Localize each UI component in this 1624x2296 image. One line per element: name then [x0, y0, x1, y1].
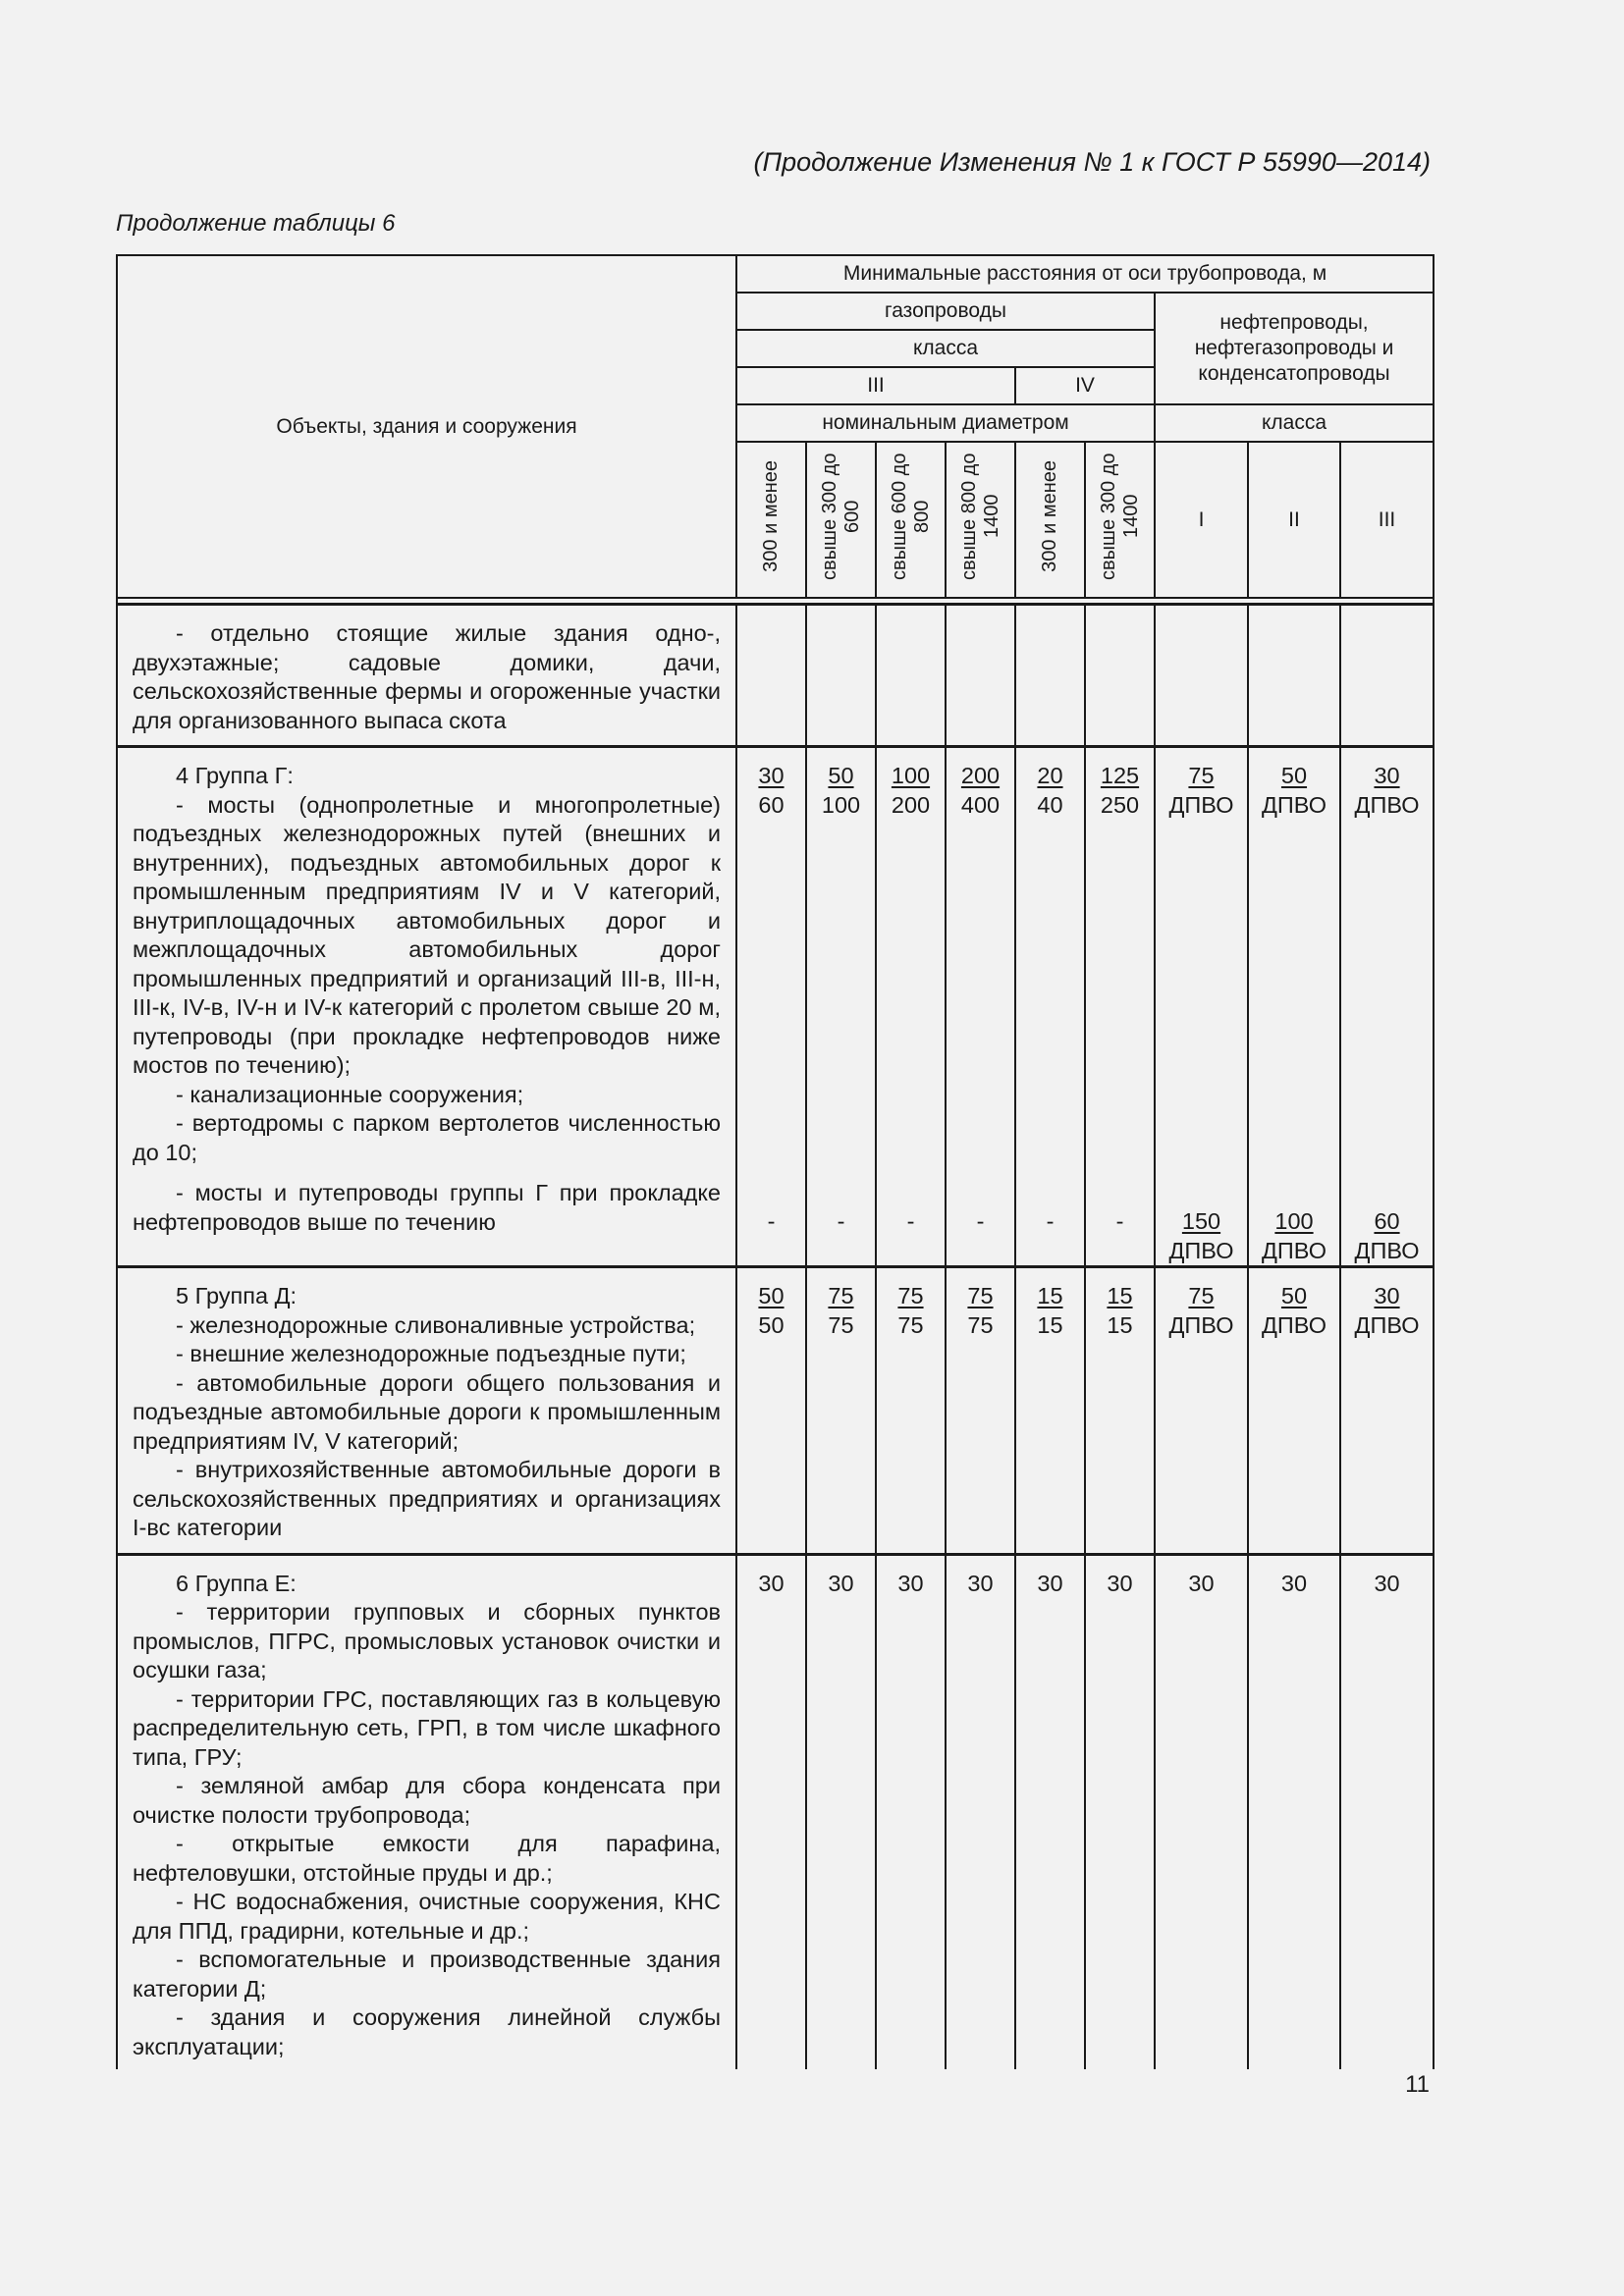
- distance-value-cell: [876, 605, 946, 747]
- distance-value-cell: [736, 1267, 806, 1555]
- distance-value-cell: [1155, 1267, 1248, 1555]
- value-numerator: 200: [960, 763, 1001, 789]
- distance-value-cell: [946, 1267, 1015, 1555]
- object-paragraph: - внутрихозяйственные автомобильные дороги в сельскохозяйственных предприятиях и организациях I-вс категории: [133, 1457, 721, 1541]
- distance-value-cell: [1015, 1554, 1085, 2069]
- value-denominator: 200: [891, 791, 931, 818]
- distance-value-cell: [876, 747, 946, 1267]
- distance-value-cell: [806, 747, 876, 1267]
- distance-value-cell: [736, 1554, 806, 2069]
- distance-value-cell: [946, 605, 1015, 747]
- value-denominator: ДПВО: [1354, 791, 1420, 818]
- value-gap: [737, 820, 805, 1207]
- value-gap: [1156, 820, 1247, 1207]
- object-paragraph: - отдельно стоящие жилые здания одно-, двухэтажные; садовые домики, дачи, сельскохозяйственные фермы и огороженные участки для организованного выпаса скота: [133, 620, 721, 733]
- diameter-column-label: свыше 300 до 600: [818, 453, 863, 580]
- page-number: 11: [1405, 2071, 1430, 2098]
- diameter-column-header: [946, 442, 1015, 598]
- distance-value-cell: [1340, 605, 1434, 747]
- value-plain: -: [1046, 1208, 1055, 1235]
- value-denominator: 75: [967, 1311, 994, 1338]
- table-row: [117, 747, 1434, 1267]
- value-plain: 30: [967, 1570, 994, 1596]
- value-denominator: ДПВО: [1262, 1311, 1326, 1338]
- distance-value-cell: [1085, 747, 1155, 1267]
- diameter-column-label: 300 и менее: [760, 460, 782, 572]
- value-denominator: 60: [758, 791, 785, 818]
- value-numerator: 75: [1188, 763, 1215, 789]
- oil-class-column-header: II: [1248, 442, 1340, 598]
- distance-value-cell: [876, 1267, 946, 1555]
- value-denominator: ДПВО: [1168, 791, 1234, 818]
- value-numerator: 150: [1181, 1208, 1221, 1235]
- value-plain: -: [1115, 1208, 1124, 1235]
- value-denominator: 15: [1037, 1311, 1063, 1338]
- value-plain: 30: [897, 1570, 924, 1596]
- value-numerator: 75: [967, 1283, 994, 1309]
- object-paragraph: - территории ГРС, поставляющих газ в кольцевую распределительную сеть, ГРП, в том числе шкафного типа, ГРУ;: [133, 1685, 721, 1770]
- value-numerator: 50: [758, 1283, 785, 1309]
- object-paragraph: - вспомогательные и производственные здания категории Д;: [133, 1947, 721, 2002]
- value-denominator: 15: [1107, 1311, 1133, 1338]
- value-plain: 30: [758, 1570, 785, 1596]
- distance-value-cell: [1155, 1554, 1248, 2069]
- table-row: [117, 1554, 1434, 2069]
- distance-value-cell: [1340, 1267, 1434, 1555]
- value-plain: 30: [1280, 1570, 1308, 1596]
- object-description: [117, 605, 736, 747]
- diameter-column-label: 300 и менее: [1039, 460, 1060, 572]
- object-description: [117, 747, 736, 1267]
- object-paragraph: - территории групповых и сборных пунктов промыслов, ПГРС, промысловых установок очистки и осушки газа;: [133, 1599, 721, 1683]
- value-denominator: ДПВО: [1262, 1237, 1326, 1263]
- value-denominator: 75: [828, 1311, 854, 1338]
- table-row: [117, 605, 1434, 747]
- value-numerator: 75: [1188, 1283, 1215, 1309]
- distance-value-cell: [806, 1554, 876, 2069]
- table-caption: Продолжение таблицы 6: [116, 210, 396, 237]
- object-description: [117, 1554, 736, 2069]
- value-gap: [1249, 820, 1339, 1207]
- object-paragraph: - автомобильные дороги общего пользования и подъездные автомобильные дороги к промышленным предприятиям IV, V категорий;: [133, 1369, 721, 1454]
- value-plain: 30: [1374, 1570, 1400, 1596]
- value-numerator: 50: [828, 763, 854, 789]
- object-paragraph: - мосты (однопролетные и многопролетные) подъездных железнодорожных путей (внешних и внутренних), подъездных автомобильных дорог к промышленным предприятиям IV и V категорий, внутриплощадочных автомобильных дорог и межплощадочных автомобильных дорог промышленных предприятий и организаций III-в, III-н, III-к, IV-в, IV-н и IV-к категорий с пролетом свыше 20 м, путепроводы (при прокладке нефтепроводов ниже мостов по течению);: [133, 791, 721, 1079]
- distance-value-cell: [1248, 747, 1340, 1267]
- distance-table: [116, 254, 1435, 2069]
- object-paragraph: - железнодорожные сливоналивные устройства;: [176, 1311, 696, 1338]
- value-denominator: ДПВО: [1354, 1237, 1420, 1263]
- distance-value-cell: [1015, 747, 1085, 1267]
- value-denominator: ДПВО: [1262, 791, 1326, 818]
- object-paragraph: 4 Группа Г:: [176, 763, 294, 789]
- value-denominator: 40: [1037, 791, 1063, 818]
- value-plain: 30: [1037, 1570, 1063, 1596]
- value-gap: [1016, 820, 1084, 1207]
- value-plain: -: [767, 1208, 776, 1235]
- value-numerator: 20: [1037, 763, 1063, 789]
- diameter-column-label: свыше 300 до 1400: [1097, 453, 1142, 580]
- distance-value-cell: [1248, 1267, 1340, 1555]
- value-plain: -: [976, 1208, 985, 1235]
- gas-class-iii-header: III: [736, 367, 1015, 404]
- value-plain: -: [906, 1208, 915, 1235]
- diameter-column-header: [876, 442, 946, 598]
- value-numerator: 30: [758, 763, 785, 789]
- object-paragraph: 5 Группа Д:: [176, 1283, 298, 1309]
- distance-value-cell: [1340, 1554, 1434, 2069]
- object-description: [117, 1267, 736, 1555]
- value-numerator: 15: [1037, 1283, 1063, 1309]
- distance-value-cell: [1015, 605, 1085, 747]
- distance-value-cell: [806, 605, 876, 747]
- distance-value-cell: [876, 1554, 946, 2069]
- value-numerator: 100: [891, 763, 931, 789]
- min-distance-header: Минимальные расстояния от оси трубопровода, м: [736, 255, 1434, 293]
- value-denominator: 100: [821, 791, 861, 818]
- value-denominator: 400: [960, 791, 1001, 818]
- value-numerator: 75: [828, 1283, 854, 1309]
- object-paragraph: - здания и сооружения линейной службы эксплуатации;: [133, 2004, 721, 2059]
- diameter-column-label: свыше 600 до 800: [888, 453, 933, 580]
- diameter-column-header: [1015, 442, 1085, 598]
- distance-value-cell: [1085, 1267, 1155, 1555]
- distance-value-cell: [736, 605, 806, 747]
- object-paragraph: - внешние железнодорожные подъездные пути;: [176, 1341, 686, 1367]
- object-paragraph: - НС водоснабжения, очистные сооружения, КНС для ППД, градирни, котельные и др.;: [133, 1889, 721, 1944]
- gas-class-header: класса: [736, 330, 1155, 367]
- distance-value-cell: [806, 1267, 876, 1555]
- value-gap: [807, 820, 875, 1207]
- oil-pipelines-header: нефтепроводы, нефтегазопроводы и конденсатопроводы: [1155, 293, 1434, 404]
- value-gap: [1341, 820, 1433, 1207]
- value-denominator: 75: [897, 1311, 924, 1338]
- object-paragraph: - вертодромы с парком вертолетов численностью до 10;: [133, 1110, 721, 1165]
- distance-value-cell: [1248, 605, 1340, 747]
- distance-value-cell: [1340, 747, 1434, 1267]
- distance-value-cell: [1015, 1267, 1085, 1555]
- distance-value-cell: [1155, 605, 1248, 747]
- diameter-column-header: [736, 442, 806, 598]
- value-denominator: ДПВО: [1354, 1311, 1420, 1338]
- value-denominator: 50: [758, 1311, 785, 1338]
- distance-value-cell: [946, 747, 1015, 1267]
- nominal-diameter-header: номинальным диаметром: [736, 404, 1155, 442]
- table-row: [117, 1267, 1434, 1555]
- diameter-column-label: свыше 800 до 1400: [957, 453, 1002, 580]
- value-gap: [1086, 820, 1154, 1207]
- value-plain: -: [837, 1208, 845, 1235]
- value-numerator: 30: [1374, 763, 1400, 789]
- oil-class-column-header: I: [1155, 442, 1248, 598]
- oil-class-header: класса: [1155, 404, 1434, 442]
- value-numerator: 100: [1274, 1208, 1314, 1235]
- oil-class-column-header: III: [1340, 442, 1434, 598]
- value-denominator: ДПВО: [1168, 1237, 1234, 1263]
- object-paragraph: - открытые емкости для парафина, нефтеловушки, отстойные пруды и др.;: [133, 1831, 721, 1886]
- distance-value-cell: [1085, 605, 1155, 747]
- distance-value-cell: [1248, 1554, 1340, 2069]
- value-gap: [947, 820, 1014, 1207]
- value-plain: 30: [1107, 1570, 1133, 1596]
- object-paragraph: 6 Группа Е:: [176, 1570, 297, 1596]
- value-numerator: 50: [1280, 763, 1308, 789]
- gas-class-iv-header: IV: [1015, 367, 1155, 404]
- value-gap: [877, 820, 945, 1207]
- distance-value-cell: [1085, 1554, 1155, 2069]
- value-numerator: 75: [897, 1283, 924, 1309]
- value-denominator: ДПВО: [1168, 1311, 1234, 1338]
- continuation-header: (Продолжение Изменения № 1 к ГОСТ Р 55990—2014): [753, 147, 1431, 177]
- object-paragraph: - земляной амбар для сбора конденсата при очистке полости трубопровода;: [133, 1773, 721, 1828]
- object-paragraph: - мосты и путепроводы группы Г при прокладке нефтепроводов выше по течению: [133, 1180, 721, 1235]
- value-denominator: 250: [1100, 791, 1140, 818]
- diameter-column-header: [806, 442, 876, 598]
- value-numerator: 125: [1100, 763, 1140, 789]
- value-numerator: 50: [1280, 1283, 1308, 1309]
- value-plain: 30: [1188, 1570, 1215, 1596]
- distance-value-cell: [1155, 747, 1248, 1267]
- value-plain: 30: [828, 1570, 854, 1596]
- distance-value-cell: [736, 747, 806, 1267]
- objects-column-header: Объекты, здания и сооружения: [117, 255, 736, 598]
- diameter-column-header: [1085, 442, 1155, 598]
- value-numerator: 60: [1374, 1208, 1400, 1235]
- distance-value-cell: [946, 1554, 1015, 2069]
- object-paragraph: - канализационные сооружения;: [176, 1081, 524, 1107]
- value-numerator: 30: [1374, 1283, 1400, 1309]
- gas-pipelines-header: газопроводы: [736, 293, 1155, 330]
- value-numerator: 15: [1107, 1283, 1133, 1309]
